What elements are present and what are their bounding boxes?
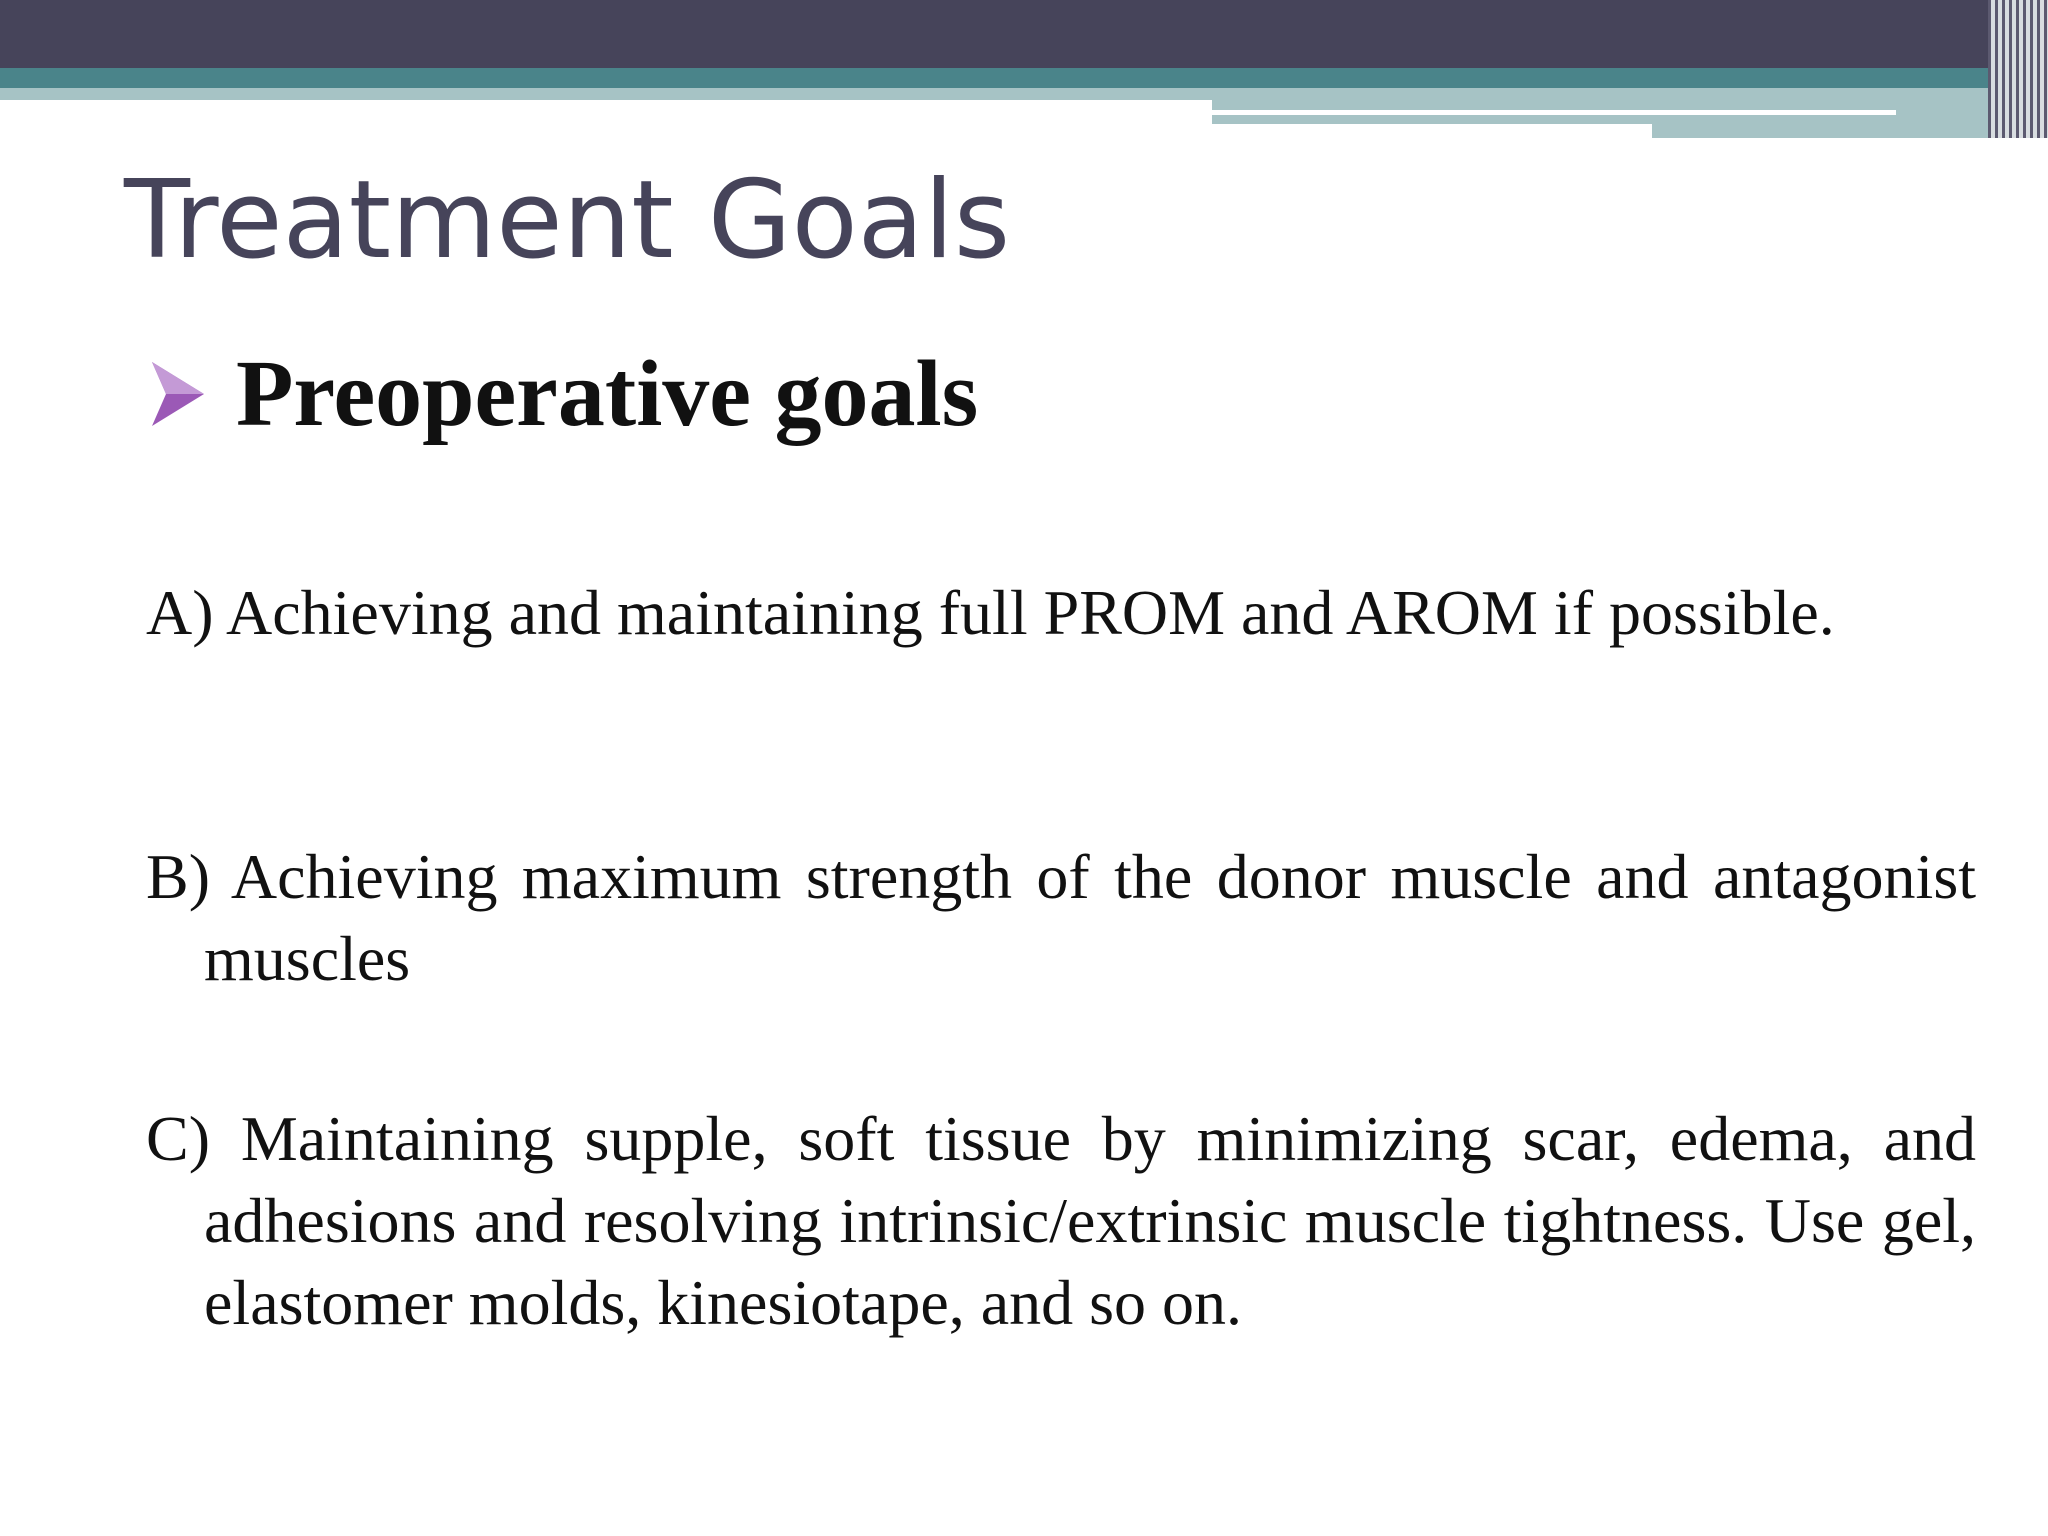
slide-title: Treatment Goals	[124, 158, 1011, 283]
bullet-heading	[150, 340, 978, 448]
bullet-heading-text: Preoperative goals	[236, 342, 979, 446]
goal-item: A) Achieving and maintaining full PROM and AROM if possible.	[146, 577, 1835, 648]
header-stripes	[1988, 0, 2048, 138]
goal-item: C) Maintaining supple, soft tissue by minimizing scar, edema, and adhesions and resolving intrinsic/extrinsic muscle tightness. Use gel, elastomer molds, kinesiotape, and so on.	[146, 1103, 1976, 1338]
goal-item: B) Achieving maximum strength of the donor muscle and antagonist muscles	[146, 841, 1976, 994]
header-bar-right-line	[1212, 110, 1896, 115]
header-bar-teal	[0, 68, 2048, 88]
arrowhead-bullet-icon	[150, 358, 206, 430]
header-bar-dark	[0, 0, 2048, 68]
header-bar-light	[0, 88, 1212, 100]
header-bar-right-line	[1212, 124, 1652, 138]
